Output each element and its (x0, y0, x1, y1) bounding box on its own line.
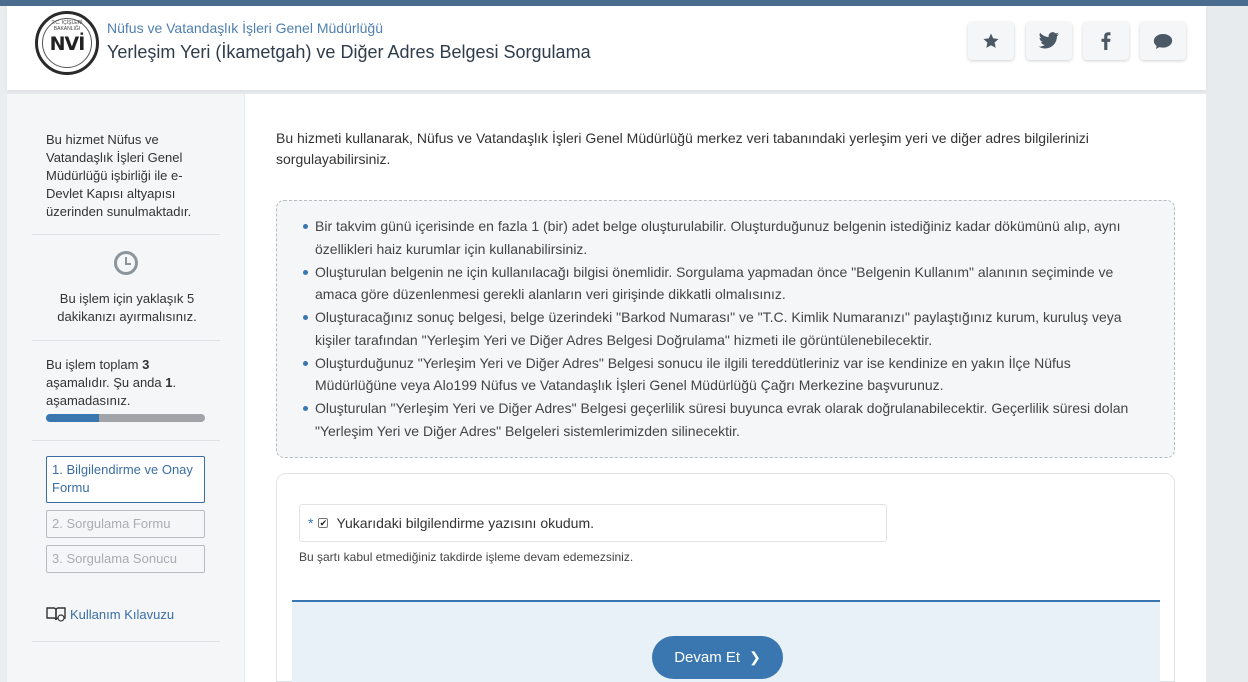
user-guide-label[interactable]: Kullanım Kılavuzu (70, 606, 175, 622)
continue-button[interactable] (652, 636, 783, 679)
sidebar-divider (32, 641, 220, 642)
approval-form (276, 473, 1175, 682)
sidebar-divider (32, 440, 220, 441)
step-status-middle: aşamalıdır. Şu anda (46, 375, 166, 390)
twitter-share-button[interactable] (1026, 22, 1072, 60)
step-status-suffix: . aşamadasınız. (46, 375, 177, 408)
user-guide-link[interactable] (46, 606, 174, 622)
facebook-icon (1101, 32, 1111, 50)
note-item: Oluşturacağınız sonuç belgesi, belge üzerindeki "Barkod Numarası" ve "T.C. Kimlik Numaranızı" paylaştığınız kurum, kuruluş veya kişiler tarafından "Yerleşim Yeri ve Diğer Adres Belgesi Doğrulama" hizmeti ile görüntülenebilecektir. (315, 306, 1146, 351)
requirement-hint: Bu şartı kabul etmediğiniz takdirde işleme devam edemezsiniz. (299, 550, 634, 564)
logo-text: NVİ (49, 33, 85, 55)
sidebar-divider (32, 234, 220, 235)
chevron-right-icon: ❯ (749, 649, 761, 665)
step-progress-bar (46, 414, 205, 422)
clock-icon (114, 251, 138, 275)
service-info: Bu hizmet Nüfus ve Vatandaşlık İşleri Genel Müdürlüğü işbirliği ile e-Devlet Kapısı altyapısı üzerinden sunulmaktadır. (46, 132, 192, 219)
info-notes-box (276, 200, 1175, 458)
read-confirmation-checkbox[interactable]: ✔ (319, 517, 328, 528)
book-icon (46, 606, 66, 622)
page-title: Yerleşim Yeri (İkametgah) ve Diğer Adres Belgesi Sorgulama (107, 42, 591, 62)
facebook-share-button[interactable] (1083, 22, 1129, 60)
form-actions (292, 600, 1160, 682)
org-name[interactable]: Nüfus ve Vatandaşlık İşleri Genel Müdürlüğü (107, 20, 383, 36)
step-status (46, 356, 208, 410)
note-item: Oluşturulan belgenin ne için kullanılacağı bilgisi önemlidir. Sorgulama yapmadan önce "Belgenin Kullanım" alanının seçiminde ve amaca göre düzenlenmesi gerekli alanların veri girişinde dikkatli olmalısınız. (315, 261, 1146, 306)
note-item: Oluşturduğunuz "Yerleşim Yeri ve Diğer Adres" Belgesi sonucu ile ilgili tereddütleriniz var ise kendinize en yakın İlçe Nüfus Müdürlüğüne veya Alo199 Nüfus ve Vatandaşlık İşleri Genel Müdürlüğü Çağrı Merkezine başvurunuz. (315, 352, 1146, 397)
nvi-logo (35, 11, 99, 75)
step-current: 1 (165, 375, 173, 390)
step-2-query-form: 2. Sorgulama Formu (46, 510, 205, 538)
sidebar (7, 94, 244, 682)
twitter-icon (1038, 32, 1060, 50)
main-content (245, 94, 1206, 682)
continue-label: Devam Et (674, 649, 741, 666)
logo-monogram (38, 33, 96, 55)
required-marker: * (308, 515, 314, 531)
sidebar-divider (32, 340, 220, 341)
favorite-button[interactable] (968, 22, 1014, 60)
step-status-prefix: Bu işlem toplam (46, 357, 143, 372)
read-confirmation-label[interactable]: Yukarıdaki bilgilendirme yazısını okudum. (336, 515, 595, 531)
star-icon (982, 32, 1000, 50)
notes-list (315, 215, 1146, 442)
note-item: Oluşturulan "Yerleşim Yeri ve Diğer Adres" Belgesi geçerlilik süresi buyunca evrak olarak doğrulanabilecektir. Geçerlilik süresi dolan "Yerleşim Yeri ve Diğer Adres" Belgeleri sistemlerimizden silinecektir. (315, 397, 1146, 442)
step-1-info-approval[interactable]: 1. Bilgilendirme ve Onay Formu (46, 456, 205, 503)
chat-icon (1153, 33, 1173, 50)
estimated-time: Bu işlem için yaklaşık 5 dakikanızı ayırmalısınız. (57, 291, 197, 324)
step-progress-fill (46, 414, 99, 422)
logo-arc-text: T.C. İÇİŞLERİ BAKANLIĞI (51, 20, 83, 32)
note-item: Bir takvim günü içerisinde en fazla 1 (bir) adet belge oluşturulabilir. Oluşturduğunuz belgenin istediğiniz kadar dökümünü alıp, aynı özellikleri haiz kurumlar için kullanabilirsiniz. (315, 215, 1146, 260)
page-gutter (1207, 6, 1248, 682)
step-3-query-result: 3. Sorgulama Sonucu (46, 545, 205, 573)
page-header (7, 6, 1206, 90)
feedback-button[interactable] (1140, 22, 1186, 60)
read-confirmation-row[interactable] (299, 504, 887, 542)
step-total: 3 (142, 357, 150, 372)
intro-text: Bu hizmeti kullanarak, Nüfus ve Vatandaşlık İşleri Genel Müdürlüğü merkez veri tabanındaki yerleşim yeri ve diğer adres bilgilerinizi sorgulayabilirsiniz. (276, 130, 1089, 167)
